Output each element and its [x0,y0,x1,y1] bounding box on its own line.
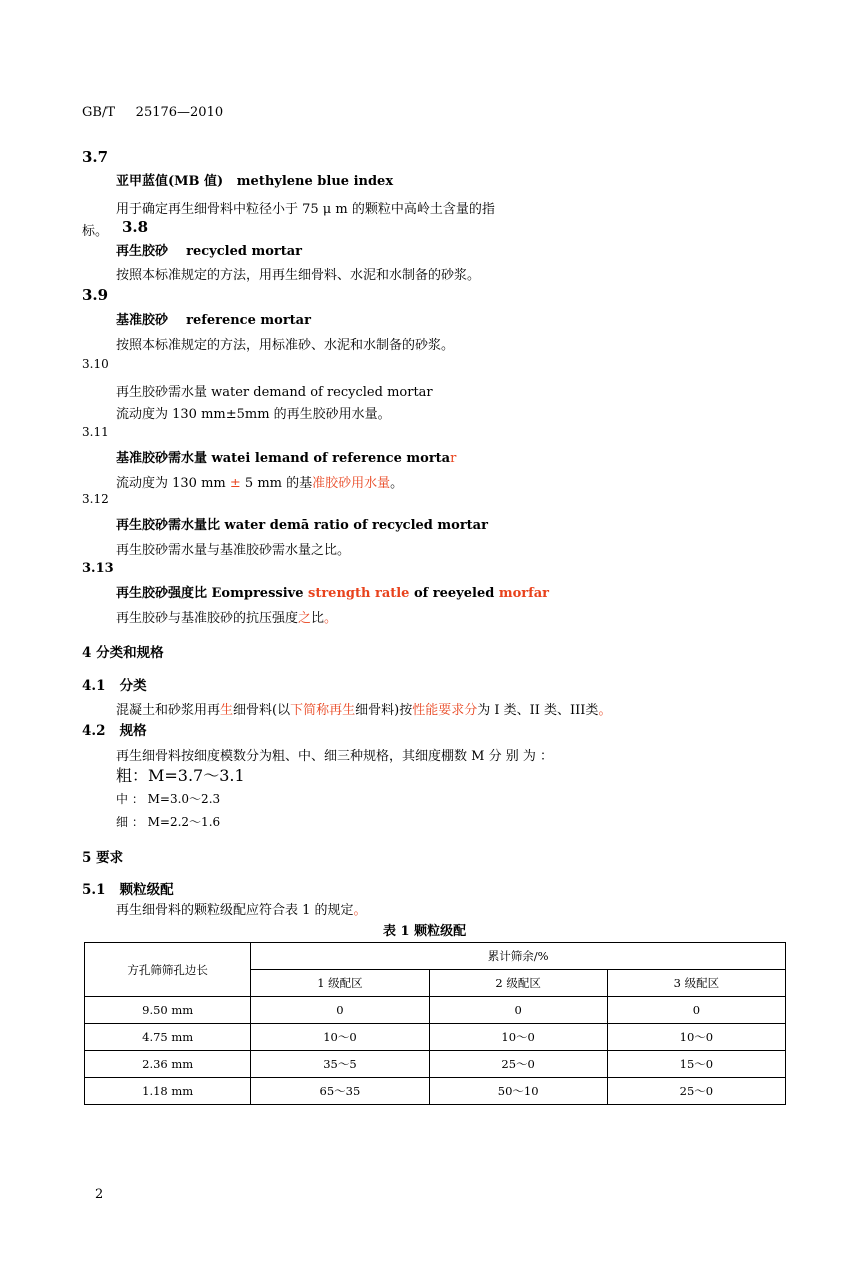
section-4-2-number: 4.2 [82,723,106,739]
term-3-13-number: 3.13 [82,561,114,576]
sieve-size: 1.18 mm [85,1078,251,1105]
text-part: 再生细骨料的颗粒级配应符合表 1 的规定 [116,903,354,918]
term-3-8-en: recycled mortar [186,244,303,259]
sieve-size: 4.75 mm [85,1024,251,1051]
standard-prefix: GB/T [82,105,115,120]
term-3-7-number: 3.7 [82,148,109,166]
section-5-1-number: 5.1 [82,882,106,898]
section-4-1-title: 分类 [119,678,147,694]
header-cumulative: 累计筛余/% [251,943,786,970]
section-4-heading: 4 分类和规格 [82,645,164,661]
header-zone-2: 2 级配区 [429,970,607,997]
text-highlight: 性能要求分 [412,703,478,718]
text-part: 细骨料)按 [355,703,413,718]
zone-3-value: 15～0 [607,1051,785,1078]
term-3-12-number: 3.12 [82,492,109,506]
def-part: 5 mm 的基 [240,476,313,491]
section-4-2-heading [82,719,147,739]
term-3-8-cn: 再生胶砂 [116,244,169,259]
term-3-13-title [116,582,549,601]
def-part: 比 [311,611,325,626]
term-3-8-title [116,240,302,259]
zone-2-value: 10～0 [429,1024,607,1051]
text-highlight: 生 [220,703,234,718]
section-5-1-title: 颗粒级配 [119,882,174,898]
term-3-7-en: methylene blue index [236,174,394,189]
term-3-11-title [116,447,456,466]
def-period: 。 [390,476,404,491]
text-period: 。 [598,703,612,718]
text-period: 。 [353,903,367,918]
term-3-7-definition: 用于确定再生细骨料中粒径小于 75 μ m 的颗粒中高岭土含量的指 [116,202,495,217]
term-3-11-title-tail: r [450,451,457,466]
sieve-size: 9.50 mm [85,997,251,1024]
term-3-7-cn: 亚甲蓝值(MB 值) [116,174,224,189]
section-5-1-text [116,899,367,918]
sieve-size: 2.36 mm [85,1051,251,1078]
zone-3-value: 10～0 [607,1024,785,1051]
table-caption: 表 1 颗粒级配 [383,924,467,939]
term-3-11-title-main: 基准胶砂需水量 watei lemand of reference morta [116,451,451,466]
section-5-1-heading [82,878,174,898]
section-4-2-text: 再生细骨料按细度模数分为粗、中、细三种规格，其细度棚数 M 分 别 为 ： [116,749,553,764]
term-3-11-number: 3.11 [82,425,109,439]
table-header-row [85,943,786,970]
term-3-9-definition: 按照本标准规定的方法，用标准砂、水泥和水制备的砂浆。 [116,338,455,353]
term-3-12-title: 再生胶砂需水量比 water demā ratio of recycled mortar [116,518,488,533]
zone-2-value: 25～0 [429,1051,607,1078]
term-3-9-number: 3.9 [82,286,109,304]
zone-2-value: 0 [429,997,607,1024]
term-3-13-definition [116,607,337,626]
term-3-10-number: 3.10 [82,357,109,371]
table-row [85,997,786,1024]
table-row [85,1078,786,1105]
term-3-12-definition: 再生胶砂需水量与基准胶砂需水量之比。 [116,543,351,558]
zone-1-value: 0 [251,997,429,1024]
term-3-9-cn: 基准胶砂 [116,313,169,328]
def-period: 。 [324,611,338,626]
section-4-1-heading [82,674,147,694]
term-3-8-definition: 按照本标准规定的方法，用再生细骨料、水泥和水制备的砂浆。 [116,268,481,283]
term-3-9-en: reference mortar [186,313,311,328]
term-3-8-number: 3.8 [122,218,149,236]
text-part: 细骨料(以 [233,703,291,718]
term-3-13-title-c: of reeyeled [409,586,499,601]
zone-3-value: 25～0 [607,1078,785,1105]
term-3-13-title-d: morfar [498,586,549,601]
text-part: 为 I 类、II 类、III类 [477,703,599,718]
zone-1-value: 35～5 [251,1051,429,1078]
term-3-13-title-a: 再生胶砂强度比 Eompressive [116,586,308,601]
header-zone-1: 1 级配区 [251,970,429,997]
def-highlight: 之 [298,611,312,626]
zone-1-value: 10～0 [251,1024,429,1051]
section-4-1-number: 4.1 [82,678,106,694]
def-part: 再生胶砂与基准胶砂的抗压强度 [116,611,299,626]
page-number: 2 [95,1187,104,1202]
table-row [85,1051,786,1078]
standard-number: 25176—2010 [135,105,224,120]
term-3-13-title-b: strength ratle [308,586,410,601]
def-plusminus: ± [229,476,241,491]
section-5-heading: 5 要求 [82,850,124,866]
zone-3-value: 0 [607,997,785,1024]
section-4-2-title: 规格 [119,723,147,739]
text-part: 混凝土和砂浆用再 [116,703,221,718]
zone-2-value: 50～10 [429,1078,607,1105]
def-part: 流动度为 130 mm [116,476,230,491]
standard-code [82,105,223,120]
term-3-10-title: 再生胶砂需水量 water demand of recycled mortar [116,385,433,400]
section-4-1-text [116,699,611,718]
term-3-11-definition [116,472,403,491]
text-highlight: 下简称再生 [290,703,356,718]
spec-fine: 细 ： M=2.2～1.6 [116,815,221,829]
term-3-10-definition: 流动度为 130 mm±5mm 的再生胶砂用水量。 [116,407,391,422]
spec-coarse: 粗：M=3.7～3.1 [116,766,245,785]
grading-table [84,942,786,1105]
def-highlight: 准胶砂用水量 [312,476,391,491]
header-zone-3: 3 级配区 [607,970,785,997]
table-row [85,1024,786,1051]
spec-medium: 中 ： M=3.0～2.3 [116,792,221,806]
header-sieve: 方孔筛筛孔边长 [85,943,251,997]
zone-1-value: 65～35 [251,1078,429,1105]
term-3-7-definition-end: 标。 [82,224,109,239]
term-3-9-title [116,309,311,328]
term-3-7-title [116,170,393,189]
